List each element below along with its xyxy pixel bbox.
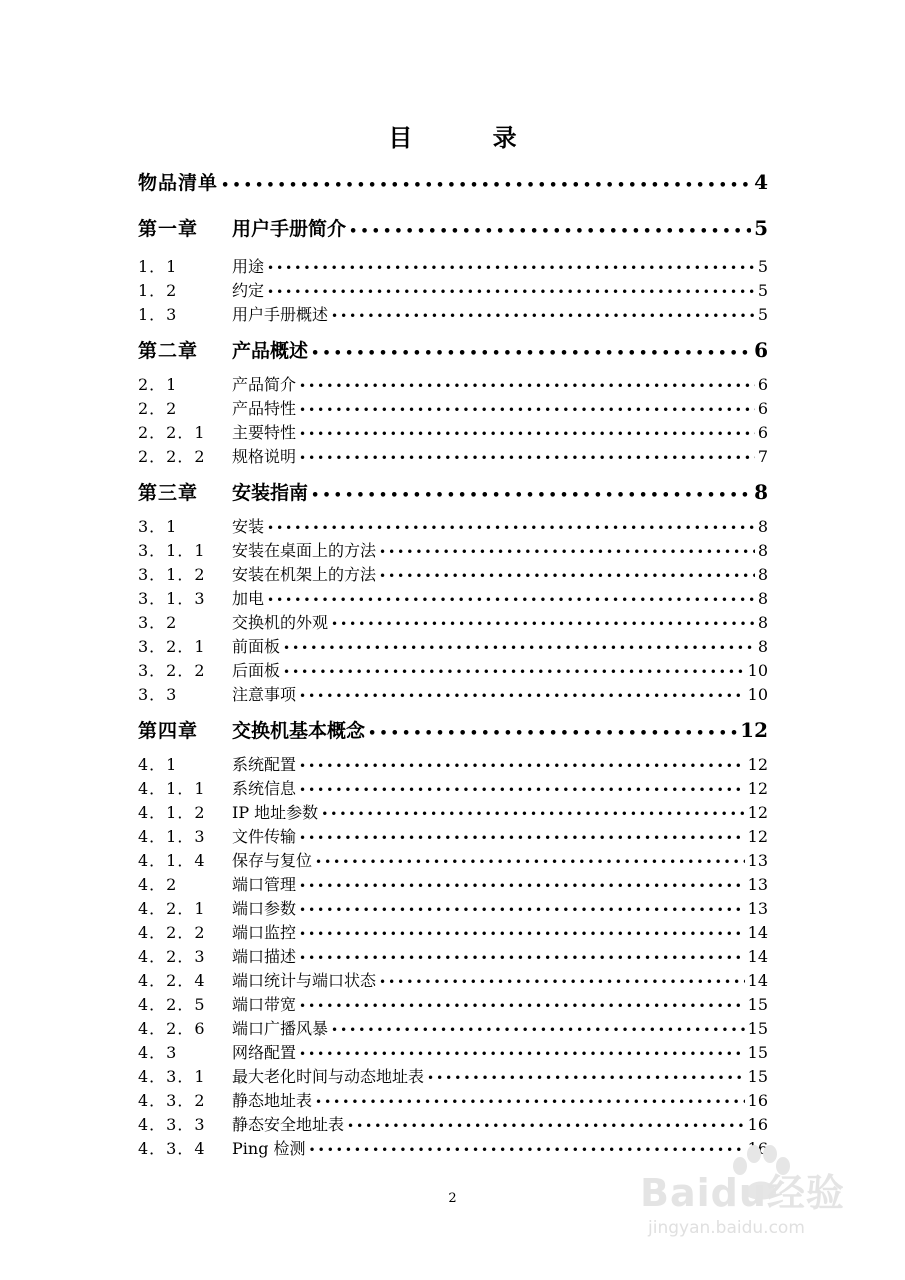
leader-dots [267, 593, 755, 607]
entry-page: 12 [747, 779, 768, 798]
leader-dots [315, 1095, 745, 1109]
baidu-watermark [640, 1150, 870, 1260]
entry-page: 6 [757, 399, 768, 418]
entry-number: 第四章 [138, 720, 199, 742]
toc-section-entry[interactable] [138, 420, 768, 443]
toc-section-entry[interactable] [138, 776, 768, 799]
toc-section-entry[interactable] [138, 538, 768, 561]
entry-number: 2．1 [138, 375, 178, 394]
entry-title: IP 地址参数 [232, 803, 319, 822]
entry-title: 端口统计与端口状态 [232, 971, 377, 990]
entry-page: 8 [757, 613, 768, 632]
entry-number: 4．2 [138, 875, 178, 894]
entry-title: 后面板 [232, 661, 281, 680]
entry-page: 6 [754, 338, 768, 362]
entry-page: 15 [747, 995, 768, 1014]
toc-section-entry[interactable] [138, 634, 768, 657]
watermark-url: jingyan.baidu.com [648, 1218, 805, 1238]
entry-number: 3．1．3 [138, 589, 206, 608]
entry-number: 4．2．2 [138, 923, 206, 942]
entry-title: 注意事项 [232, 685, 297, 704]
leader-dots [331, 617, 755, 631]
entry-page: 15 [747, 1019, 768, 1038]
entry-number: 3．1 [138, 517, 178, 536]
entry-page: 8 [757, 565, 768, 584]
entry-title: 最大老化时间与动态地址表 [232, 1067, 425, 1086]
toc-section-entry[interactable] [138, 872, 768, 895]
entry-number: 4．3．3 [138, 1115, 206, 1134]
entry-title: 产品概述 [232, 340, 309, 362]
leader-dots [299, 403, 755, 417]
toc-section-entry[interactable] [138, 848, 768, 871]
toc-section-entry[interactable] [138, 278, 768, 301]
entry-number: 3．2．2 [138, 661, 206, 680]
entry-number: 4．3．4 [138, 1139, 206, 1158]
entry-title: Ping 检测 [232, 1139, 306, 1158]
leader-dots [379, 545, 755, 559]
leader-dots [331, 309, 755, 323]
entry-title: 端口描述 [232, 947, 297, 966]
entry-title: 端口广播风暴 [232, 1019, 329, 1038]
toc-chapter-entry[interactable] [138, 716, 768, 743]
toc-chapter-entry[interactable] [138, 214, 768, 241]
toc-section-entry[interactable] [138, 968, 768, 991]
entry-page: 8 [757, 637, 768, 656]
entry-number: 4．1 [138, 755, 178, 774]
entry-page: 13 [747, 899, 768, 918]
entry-page: 5 [757, 257, 768, 276]
entry-number: 2．2．1 [138, 423, 206, 442]
entry-title: 规格说明 [232, 447, 297, 466]
watermark-brand: Baidu经验 [640, 1171, 845, 1215]
toc-section-entry[interactable] [138, 254, 768, 277]
entry-title: 用户手册概述 [232, 305, 329, 324]
toc-section-entry[interactable] [138, 514, 768, 537]
entry-page: 6 [757, 423, 768, 442]
entry-number: 第一章 [138, 218, 199, 240]
leader-dots [299, 831, 745, 845]
entry-title: 主要特性 [232, 423, 297, 442]
entry-page: 5 [754, 216, 768, 240]
entry-title: 静态地址表 [232, 1091, 313, 1110]
toc-section-entry[interactable] [138, 1016, 768, 1039]
leader-dots [221, 178, 751, 193]
leader-dots [299, 451, 755, 465]
toc-section-entry[interactable] [138, 302, 768, 325]
leader-dots [299, 927, 745, 941]
entry-number: 4．2．1 [138, 899, 206, 918]
entry-number: 4．1．1 [138, 779, 206, 798]
entry-page: 12 [740, 718, 768, 742]
entry-title: 安装在机架上的方法 [232, 565, 377, 584]
entry-title: 交换机基本概念 [232, 720, 366, 742]
entry-page: 10 [747, 661, 768, 680]
toc-section-entry[interactable] [138, 1088, 768, 1111]
toc-section-entry[interactable] [138, 896, 768, 919]
toc-section-entry[interactable] [138, 944, 768, 967]
leader-dots [299, 783, 745, 797]
entry-number: 物品清单 [138, 172, 219, 194]
entry-title: 端口监控 [232, 923, 297, 942]
toc-chapter-entry[interactable] [138, 336, 768, 363]
entry-number: 1．2 [138, 281, 178, 300]
leader-dots [427, 1071, 745, 1085]
entry-title: 加电 [232, 589, 265, 608]
entry-page: 12 [747, 803, 768, 822]
entry-number: 3．1．2 [138, 565, 206, 584]
entry-title: 系统信息 [232, 779, 297, 798]
entry-number: 3．3 [138, 685, 178, 704]
entry-number: 4．2．6 [138, 1019, 206, 1038]
leader-dots [267, 521, 755, 535]
toc-section-entry[interactable] [138, 800, 768, 823]
entry-title: 文件传输 [232, 827, 297, 846]
toc-section-entry[interactable] [138, 824, 768, 847]
entry-page: 16 [747, 1115, 768, 1134]
entry-page: 14 [747, 971, 768, 990]
entry-page: 14 [747, 947, 768, 966]
entry-title: 系统配置 [232, 755, 297, 774]
entry-page: 16 [747, 1091, 768, 1110]
toc-section-entry[interactable] [138, 610, 768, 633]
leader-dots [283, 641, 755, 655]
entry-number: 2．2．2 [138, 447, 206, 466]
entry-page: 8 [757, 589, 768, 608]
leader-dots [267, 285, 755, 299]
entry-number: 1．3 [138, 305, 178, 324]
entry-page: 13 [747, 875, 768, 894]
entry-number: 4．1．4 [138, 851, 206, 870]
toc-section-entry[interactable] [138, 1064, 768, 1087]
entry-title: 端口带宽 [232, 995, 297, 1014]
toc-chapter-entry[interactable] [138, 168, 768, 195]
entry-number: 第三章 [138, 482, 199, 504]
leader-dots [299, 999, 745, 1013]
leader-dots [299, 379, 755, 393]
toc-section-entry[interactable] [138, 1112, 768, 1135]
entry-number: 2．2 [138, 399, 178, 418]
entry-number: 3．2．1 [138, 637, 206, 656]
entry-page: 12 [747, 827, 768, 846]
leader-dots [331, 1023, 745, 1037]
entry-number: 4．2．4 [138, 971, 206, 990]
leader-dots [299, 951, 745, 965]
toc-section-entry[interactable] [138, 658, 768, 681]
leader-dots [311, 346, 751, 361]
toc-section-entry[interactable] [138, 562, 768, 585]
entry-title: 用户手册简介 [232, 218, 347, 240]
leader-dots [299, 903, 745, 917]
leader-dots [349, 224, 751, 239]
entry-page: 7 [757, 447, 768, 466]
toc-chapter-entry[interactable] [138, 478, 768, 505]
entry-number: 第二章 [138, 340, 199, 362]
entry-number: 4．3．1 [138, 1067, 206, 1086]
toc-section-entry[interactable] [138, 682, 768, 705]
entry-number: 1．1 [138, 257, 178, 276]
entry-title: 静态安全地址表 [232, 1115, 345, 1134]
entry-title: 安装指南 [232, 482, 309, 504]
entry-page: 8 [757, 517, 768, 536]
entry-title: 用途 [232, 257, 265, 276]
entry-title: 产品特性 [232, 399, 297, 418]
entry-page: 6 [757, 375, 768, 394]
leader-dots [283, 665, 745, 679]
toc-section-entry[interactable] [138, 586, 768, 609]
toc-section-entry[interactable] [138, 1040, 768, 1063]
entry-page: 8 [754, 480, 768, 504]
entry-number: 4．2．5 [138, 995, 206, 1014]
toc-section-entry[interactable] [138, 372, 768, 395]
entry-number: 4．3 [138, 1043, 178, 1062]
entry-title: 约定 [232, 281, 265, 300]
entry-number: 4．2．3 [138, 947, 206, 966]
entry-number: 3．2 [138, 613, 178, 632]
entry-title: 交换机的外观 [232, 613, 329, 632]
leader-dots [299, 427, 755, 441]
entry-title: 端口管理 [232, 875, 297, 894]
leader-dots [347, 1119, 745, 1133]
toc-section-entry[interactable] [138, 396, 768, 419]
entry-number: 4．3．2 [138, 1091, 206, 1110]
leader-dots [379, 569, 755, 583]
entry-title: 端口参数 [232, 899, 297, 918]
toc-heading: 目 录 [388, 123, 553, 152]
entry-page: 14 [747, 923, 768, 942]
entry-title: 产品简介 [232, 375, 297, 394]
entry-number: 4．1．2 [138, 803, 206, 822]
toc-section-entry[interactable] [138, 444, 768, 467]
entry-number: 4．1．3 [138, 827, 206, 846]
page-number: 2 [448, 1191, 457, 1206]
entry-page: 4 [754, 170, 768, 194]
entry-title: 安装 [232, 517, 265, 536]
leader-dots [315, 855, 745, 869]
leader-dots [267, 261, 755, 275]
entry-page: 13 [747, 851, 768, 870]
entry-page: 5 [757, 305, 768, 324]
entry-page: 10 [747, 685, 768, 704]
leader-dots [299, 689, 745, 703]
entry-title: 保存与复位 [232, 851, 313, 870]
toc-section-entry[interactable] [138, 992, 768, 1015]
entry-page: 15 [747, 1043, 768, 1062]
toc-section-entry[interactable] [138, 752, 768, 775]
entry-title: 安装在桌面上的方法 [232, 541, 377, 560]
leader-dots [379, 975, 745, 989]
leader-dots [299, 879, 745, 893]
entry-page: 8 [757, 541, 768, 560]
leader-dots [368, 726, 737, 741]
leader-dots [299, 1047, 745, 1061]
entry-title: 网络配置 [232, 1043, 297, 1062]
toc-section-entry[interactable] [138, 920, 768, 943]
entry-page: 15 [747, 1067, 768, 1086]
entry-number: 3．1．1 [138, 541, 206, 560]
entry-page: 12 [747, 755, 768, 774]
leader-dots [311, 488, 751, 503]
leader-dots [299, 759, 745, 773]
leader-dots [321, 807, 744, 821]
entry-page: 5 [757, 281, 768, 300]
entry-title: 前面板 [232, 637, 281, 656]
